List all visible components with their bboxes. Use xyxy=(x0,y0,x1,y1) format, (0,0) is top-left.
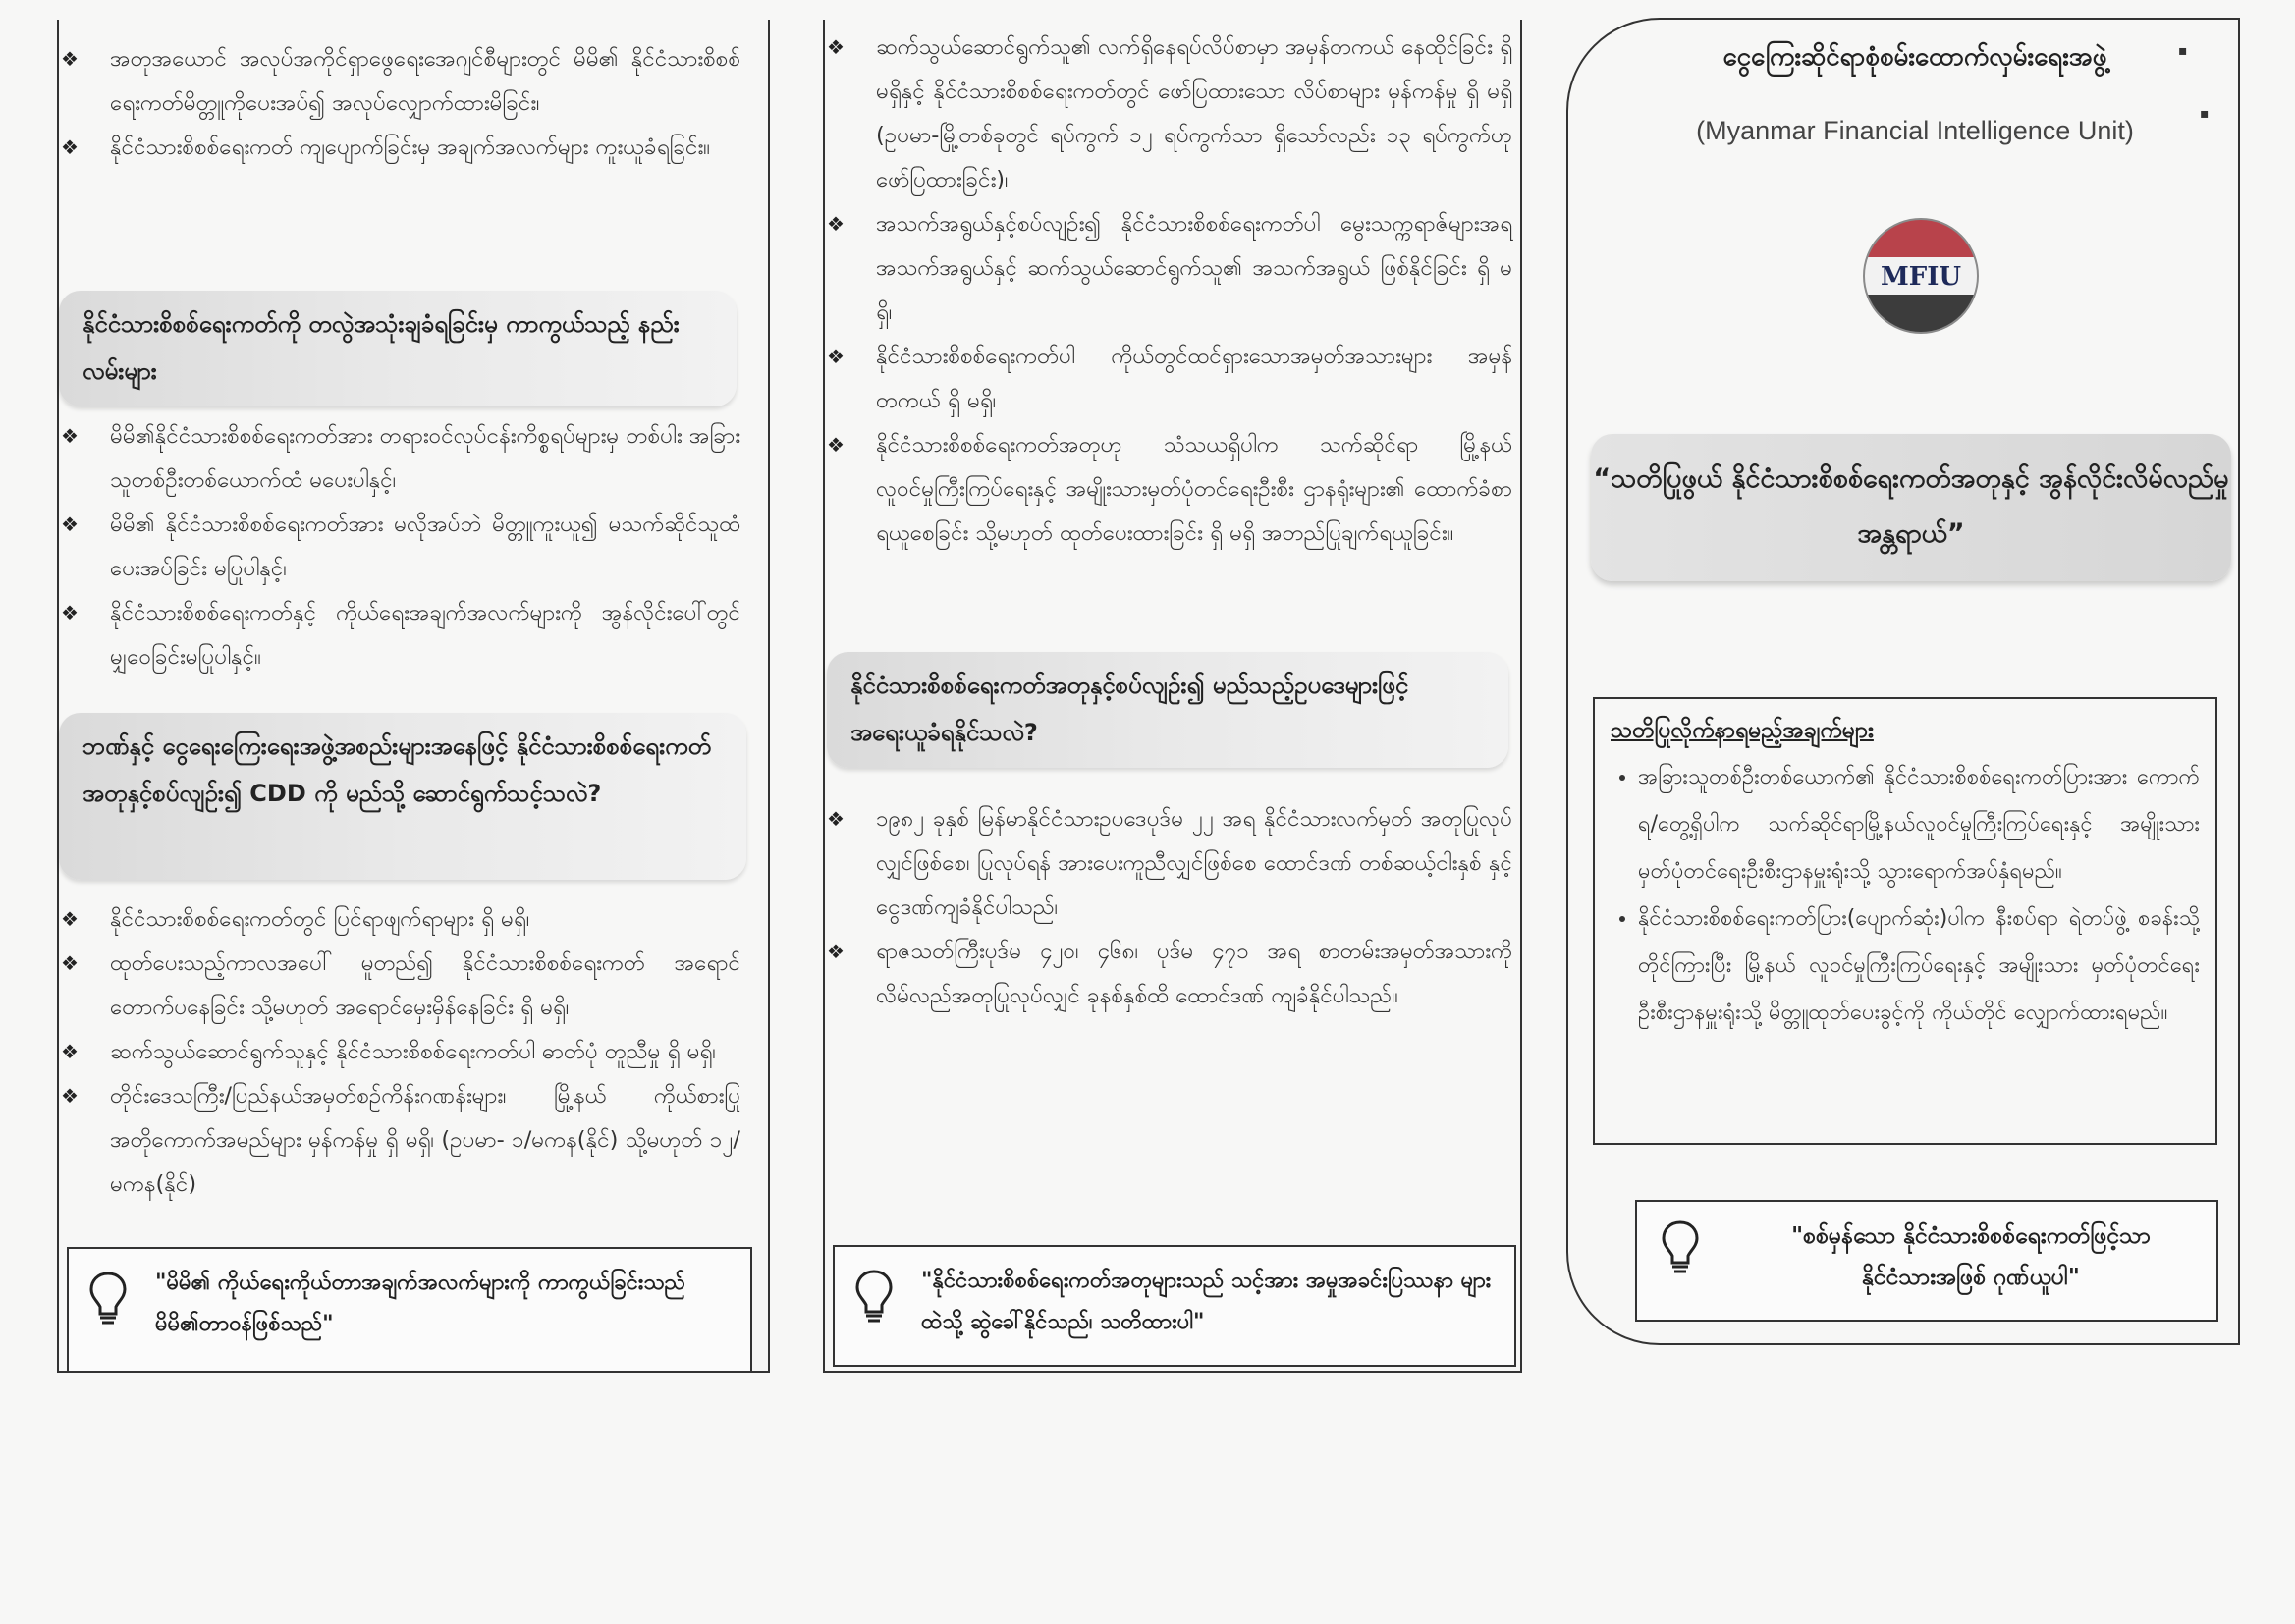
col2-tip-box xyxy=(833,1245,1516,1367)
scan-speck: ▪ xyxy=(2178,43,2188,59)
cover-tip-box xyxy=(1635,1200,2218,1322)
list-item: ❖ နိုင်ငံသားစိစစ်ရေးကတ်နှင့် ကိုယ်ရေးအချက်အလက်များကို အွန်လိုင်းပေါ်တွင် မျှဝေခြင်းမပြုပါနှင့်။ xyxy=(59,591,740,679)
notice-title: သတိပြုလိုက်နာရမည့်အချက်များ xyxy=(1611,718,1874,743)
scan-speck: ▪ xyxy=(2200,106,2210,122)
org-title: ငွေကြေးဆိုင်ရာစုံစမ်းထောက်လှမ်းရေးအဖွဲ့ xyxy=(1722,42,2107,72)
notice-box xyxy=(1593,697,2217,1145)
list-item: ❖ မိမိ၏ နိုင်ငံသားစိစစ်ရေးကတ်အား မလိုအပ်ဘဲ မိတ္တူကူးယူ၍ မသက်ဆိုင်သူထံ ပေးအပ်ခြင်း မပြုပါနှင့်၊ xyxy=(59,503,740,591)
list-item: ❖ ထုတ်ပေးသည့်ကာလအပေါ် မူတည်၍ နိုင်ငံသားစိစစ်ရေးကတ် အရောင် တောက်ပနေခြင်း သို့မဟုတ် အရောင်မှေးမှိန်နေခြင်း ရှိ မရှိ၊ xyxy=(59,942,740,1030)
col1-tip-box xyxy=(67,1247,752,1373)
list-item: • နိုင်ငံသားစိစစ်ရေးကတ်ပြား(ပျောက်ဆုံး)ပါက နီးစပ်ရာ ရဲတပ်ဖွဲ့ စခန်းသို့ တိုင်ကြားပြီး မြို့နယ် လူဝင်မှုကြီးကြပ်ရေးနှင့် အမျိုးသား မှတ်ပုံတင်ရေးဦးစီးဌာနမှူးရုံးသို့ မိတ္တူထုတ်ပေးခွင့်ကို ကိုယ်တိုင် လျှောက်ထားရမည်။ xyxy=(1638,895,2200,1037)
list-item: ❖ နိုင်ငံသားစိစစ်ရေးကတ် ကျပျောက်ခြင်းမှ အချက်အလက်များ ကူးယူခံရခြင်း။ xyxy=(59,126,740,170)
col1-heading-prevention: နိုင်ငံသားစိစစ်ရေးကတ်ကို တလွဲအသုံးချခံရခြင်းမှ ကာကွယ်သည့် နည်းလမ်းများ xyxy=(59,291,737,406)
list-item: ❖ ၁၉၈၂ ခုနှစ် မြန်မာနိုင်ငံသားဥပဒေပုဒ်မ ၂၂ အရ နိုင်ငံသားလက်မှတ် အတုပြုလုပ်လျှင်ဖြစ်စေ၊ ပြုလုပ်ရန် အားပေးကူညီလျှင်ဖြစ်စေ ထောင်ဒဏ် တစ်ဆယ့်ငါးနှစ် နှင့် ငွေဒဏ်ကျခံနိုင်ပါသည်၊ xyxy=(825,797,1512,930)
col2-tip-text: "နိုင်ငံသားစိစစ်ရေးကတ်အတုများသည် သင့်အား အမှုအခင်းပြဿနာ များထဲသို့ ဆွဲခေါ်နိုင်သည်၊ သတိထားပါ" xyxy=(921,1269,1492,1334)
col2-check-list xyxy=(825,26,1512,556)
org-subtitle: (Myanmar Financial Intelligence Unit) xyxy=(1696,116,2134,145)
cover-tip-text: "စစ်မှန်သော နိုင်ငံသားစိစစ်ရေးကတ်ဖြင့်သာ နိုင်ငံသားအဖြစ် ဂုဏ်ယူပါ" xyxy=(1791,1223,2151,1290)
col2-law-list xyxy=(825,797,1512,1018)
lightbulb-icon xyxy=(1661,1219,1700,1274)
list-item: ❖ မိမိ၏နိုင်ငံသားစိစစ်ရေးကတ်အား တရားဝင်လုပ်ငန်းကိစ္စရပ်များမှ တစ်ပါး အခြားသူတစ်ဦးတစ်ယောက်ထံ မပေးပါနှင့်၊ xyxy=(59,414,740,503)
col2-heading-law: နိုင်ငံသားစိစစ်ရေးကတ်အတုနှင့်စပ်လျဉ်း၍ မည်သည့်ဥပဒေများဖြင့် အရေးယူခံရနိုင်သလဲ? xyxy=(827,652,1508,768)
lightbulb-icon xyxy=(854,1269,894,1324)
list-item: • အခြားသူတစ်ဦးတစ်ယောက်၏ နိုင်ငံသားစိစစ်ရေးကတ်ပြားအား ကောက်ရ/တွေ့ရှိပါက သက်ဆိုင်ရာမြို့နယ်လူဝင်မှုကြီးကြပ်ရေးနှင့် အမျိုးသားမှတ်ပုံတင်ရေးဦးစီးဌာနမှူးရုံးသို့ သွားရောက်အပ်နှံရမည်။ xyxy=(1638,754,2200,895)
col1-cdd-list xyxy=(59,897,740,1207)
notice-list xyxy=(1611,754,2200,1037)
col1-heading-cdd: ဘဏ်နှင့် ငွေရေးကြေးရေးအဖွဲ့အစည်းများအနေဖြင့် နိုင်ငံသားစိစစ်ရေးကတ်အတုနှင့်စပ်လျဉ်း၍ CDD ကို မည်သို့ ဆောင်ရွက်သင့်သလဲ? xyxy=(59,713,746,880)
col1-tip-text: "မိမိ၏ ကိုယ်ရေးကိုယ်တာအချက်အလက်များကို ကာကွယ်ခြင်းသည် မိမိ၏တာဝန်ဖြစ်သည်" xyxy=(155,1271,685,1336)
lightbulb-icon xyxy=(88,1271,128,1326)
logo-text: MFIU xyxy=(1880,262,1962,292)
list-item: ❖ နိုင်ငံသားစိစစ်ရေးကတ်အတုဟု သံသယရှိပါက သက်ဆိုင်ရာ မြို့နယ် လူဝင်မှုကြီးကြပ်ရေးနှင့် အမျိုးသားမှတ်ပုံတင်ရေးဦးစီး ဌာနရုံးများ၏ ထောက်ခံစာရယူစေခြင်း သို့မဟုတ် ထုတ်ပေးထားခြင်း ရှိ မရှိ အတည်ပြုချက်ရယူခြင်း။ xyxy=(825,423,1512,556)
list-item: ❖ ရာဇသတ်ကြီးပုဒ်မ ၄၂၀၊ ၄၆၈၊ ပုဒ်မ ၄၇၁ အရ စာတမ်းအမှတ်အသားကို လိမ်လည်အတုပြုလုပ်လျှင် ခုနစ်နှစ်ထိ ထောင်ဒဏ် ကျခံနိုင်ပါသည်။ xyxy=(825,930,1512,1018)
list-item: ❖ အတုအယောင် အလုပ်အကိုင်ရှာဖွေရေးအေဂျင်စီများတွင် မိမိ၏ နိုင်ငံသားစိစစ်ရေးကတ်မိတ္တူကိုပေးအပ်၍ အလုပ်လျှောက်ထားမိခြင်း၊ xyxy=(59,37,740,126)
cover-slogan: “သတိပြုဖွယ် နိုင်ငံသားစိစစ်ရေးကတ်အတုနှင့် အွန်လိုင်းလိမ်လည်မှု အန္တရာယ်” xyxy=(1591,434,2231,581)
list-item: ❖ အသက်အရွယ်နှင့်စပ်လျဉ်း၍ နိုင်ငံသားစိစစ်ရေးကတ်ပါ မွေးသက္ကရာဇ်များအရ အသက်အရွယ်နှင့် ဆက်သွယ်ဆောင်ရွက်သူ၏ အသက်အရွယ် ဖြစ်နိုင်ခြင်း ရှိ မရှိ၊ xyxy=(825,202,1512,335)
list-item: ❖ နိုင်ငံသားစိစစ်ရေးကတ်တွင် ပြင်ရာဖျက်ရာများ ရှိ မရှိ၊ xyxy=(59,897,740,942)
list-item: ❖ နိုင်ငံသားစိစစ်ရေးကတ်ပါ ကိုယ်တွင်ထင်ရှားသောအမှတ်အသားများ အမှန်တကယ် ရှိ မရှိ၊ xyxy=(825,335,1512,423)
list-item: ❖ ဆက်သွယ်ဆောင်ရွက်သူနှင့် နိုင်ငံသားစိစစ်ရေးကတ်ပါ ဓာတ်ပုံ တူညီမှု ရှိ မရှိ၊ xyxy=(59,1030,740,1074)
col1-prevention-list xyxy=(59,414,740,679)
list-item: ❖ ဆက်သွယ်ဆောင်ရွက်သူ၏ လက်ရှိနေရပ်လိပ်စာမှာ အမှန်တကယ် နေထိုင်ခြင်း ရှိ မရှိနှင့် နိုင်ငံသားစိစစ်ရေးကတ်တွင် ဖော်ပြထားသော လိပ်စာများ မှန်ကန်မှု ရှိ မရှိ (ဥပမာ-မြို့တစ်ခုတွင် ရပ်ကွက် ၁၂ ရပ်ကွက်သာ ရှိသော်လည်း ၁၃ ရပ်ကွက်ဟု ဖော်ပြထားခြင်း)၊ xyxy=(825,26,1512,202)
list-item: ❖ တိုင်းဒေသကြီး/ပြည်နယ်အမှတ်စဉ်ကိန်းဂဏန်းများ၊ မြို့နယ် ကိုယ်စားပြု အတိုကောက်အမည်များ မှန်ကန်မှု ရှိ မရှိ၊ (ဥပမာ- ၁/မကန(နိုင်) သို့မဟုတ် ၁၂/မကန(နိုင်) xyxy=(59,1074,740,1207)
col1-intro-list xyxy=(59,37,740,170)
mfiu-logo xyxy=(1861,216,1981,336)
